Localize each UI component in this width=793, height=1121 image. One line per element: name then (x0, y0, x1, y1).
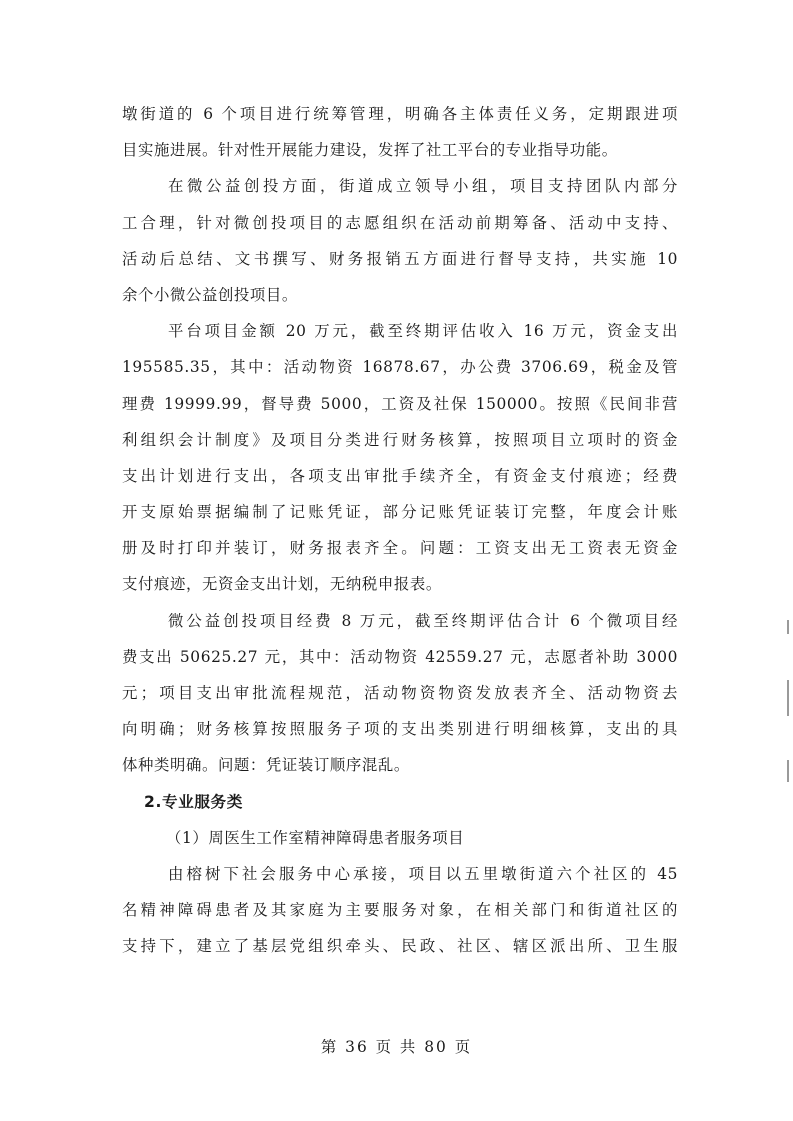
text-line: 体种类明确。问题：凭证装订顺序混乱。 (122, 756, 410, 775)
scan-margin-mark (787, 620, 789, 634)
text-line: 支出计划进行支出，各项支出审批手续齐全，有资金支付痕迹；经费 (122, 466, 678, 485)
text-line: 活动后总结、文书撰写、财务报销五方面进行督导支持，共实施 10 (122, 249, 678, 268)
subsection-heading: （1）周医生工作室精神障碍患者服务项目 (166, 828, 465, 847)
text-line: 工合理，针对微创投项目的志愿组织在活动前期筹备、活动中支持、 (122, 213, 678, 232)
text-line: 费支出 50625.27 元，其中：活动物资 42559.27 元，志愿者补助 3000 (122, 647, 678, 666)
paragraph-start-line: 在微公益创投方面，街道成立领导小组，项目支持团队内部分 (168, 177, 678, 196)
text-line: 目实施进展。针对性开展能力建设，发挥了社工平台的专业指导功能。 (122, 141, 618, 160)
text-line: 墩街道的 6 个项目进行统筹管理，明确各主体责任义务，定期跟进项 (122, 105, 678, 123)
text-line: 支付痕迹，无资金支出计划，无纳税申报表。 (122, 575, 442, 594)
scan-margin-mark (787, 680, 789, 716)
text-line: 元；项目支出审批流程规范，活动物资物资发放表齐全、活动物资去 (122, 684, 678, 702)
text-line: 名精神障碍患者及其家庭为主要服务对象，在相关部门和街道社区的 (122, 901, 678, 920)
text-line: 开支原始票据编制了记账凭证，部分记账凭证装订完整，年度会计账 (122, 503, 678, 522)
paragraph-start-line: 平台项目金额 20 万元，截至终期评估收入 16 万元，资金支出 (168, 322, 678, 341)
paragraph-start-line: 微公益创投项目经费 8 万元，截至终期评估合计 6 个微项目经 (168, 611, 678, 630)
text-line: 利组织会计制度》及项目分类进行财务核算，按照项目立项时的资金 (122, 430, 678, 449)
page-footer: 第 36 页 共 80 页 (320, 1038, 473, 1056)
text-line: 195585.35，其中：活动物资 16878.67，办公费 3706.69，税金及管 (122, 358, 678, 377)
paragraph-start-line: 由榕树下社会服务中心承接，项目以五里墩街道六个社区的 45 (168, 864, 678, 883)
text-line: 余个小微公益创投项目。 (122, 285, 298, 304)
text-line: 支持下，建立了基层党组织牵头、民政、社区、辖区派出所、卫生服 (122, 937, 678, 956)
section-heading: 2.专业服务类 (144, 792, 243, 811)
body-text (122, 96, 678, 965)
text-line: 向明确；财务核算按照服务子项的支出类别进行明细核算，支出的具 (122, 720, 678, 739)
text-line: 理费 19999.99，督导费 5000，工资及社保 150000。按照《民间非营 (122, 394, 678, 413)
text-line: 册及时打印并装订，财务报表齐全。问题：工资支出无工资表无资金 (122, 539, 678, 558)
scan-margin-mark (787, 760, 789, 782)
